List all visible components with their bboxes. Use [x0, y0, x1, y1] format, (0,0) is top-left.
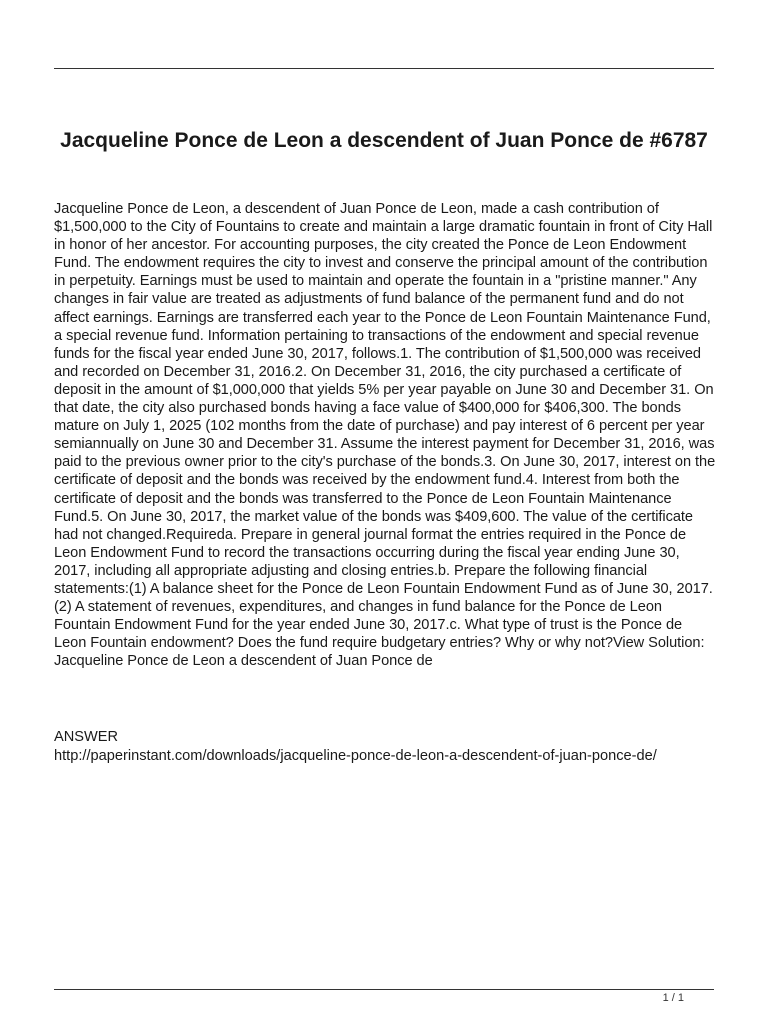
header-divider	[54, 68, 714, 69]
answer-label: ANSWER	[54, 729, 119, 745]
answer-link[interactable]: http://paperinstant.com/downloads/jacqueline-ponce-de-leon-a-descendent-of-juan-ponce-de/	[54, 748, 657, 764]
page-indicator: 1 / 1	[662, 992, 684, 1004]
document-title: Jacqueline Ponce de Leon a descendent of Juan Ponce de #6787	[60, 129, 708, 152]
footer-divider	[54, 989, 714, 990]
document-body: Jacqueline Ponce de Leon, a descendent of Juan Ponce de Leon, made a cash contribution of $1,500,000 to the City of Fountains to create and maintain a large dramatic fountain in front of City Hall in honor of her ancestor. For accounting purposes, the city created the Ponce de Leon Endowment Fund. The endowment requires the city to invest and conserve the principal amount of the contribution in perpetuity. Earnings must be used to maintain and operate the fountain in a "pristine manner." Any changes in fair value are treated as adjustments of fund balance of the permanent fund and do not affect earnings. Earnings are transferred each year to the Ponce de Leon Fountain Maintenance Fund, a special revenue fund. Information pertaining to transactions of the endowment and special revenue funds for the fiscal year ended June 30, 2017, follows.1. The contribution of $1,500,000 was received and recorded on December 31, 2016.2. On December 31, 2016, the city purchased a certificate of deposit in the amount of $1,000,000 that yields 5% per year payable on June 30 and December 31. On that date, the city also purchased bonds having a face value of $400,000 for $406,300. The bonds mature on July 1, 2025 (102 months from the date of purchase) and pay interest of 6 percent per year semiannually on June 30 and December 31. Assume the interest payment for December 31, 2016, was paid to the previous owner prior to the city's purchase of the bonds.3. On June 30, 2017, interest on the certificate of deposit and the bonds was received by the endowment fund.4. Interest from both the certificate of deposit and the bonds was transferred to the Ponce de Leon Fountain Maintenance Fund.5. On June 30, 2017, the market value of the bonds was $409,600. The value of the certificate had not changed.Requireda. Prepare in general journal format the entries required in the Ponce de Leon Endowment Fund to record the transactions occurring during the fiscal year ending June 30, 2017, including all appropriate adjusting and closing entries.b. Prepare the following financial statements:(1) A balance sheet for the Ponce de Leon Fountain Endowment Fund as of June 30, 2017.(2) A statement of revenues, expenditures, and changes in fund balance for the Ponce de Leon Fountain Endowment Fund for the year ended June 30, 2017.c. What type of trust is the Ponce de Leon Fountain endowment? Does the fund require budgetary entries? Why or why not?View Solution: Jacqueline Ponce de Leon a descendent of Juan Ponce de	[54, 201, 716, 670]
